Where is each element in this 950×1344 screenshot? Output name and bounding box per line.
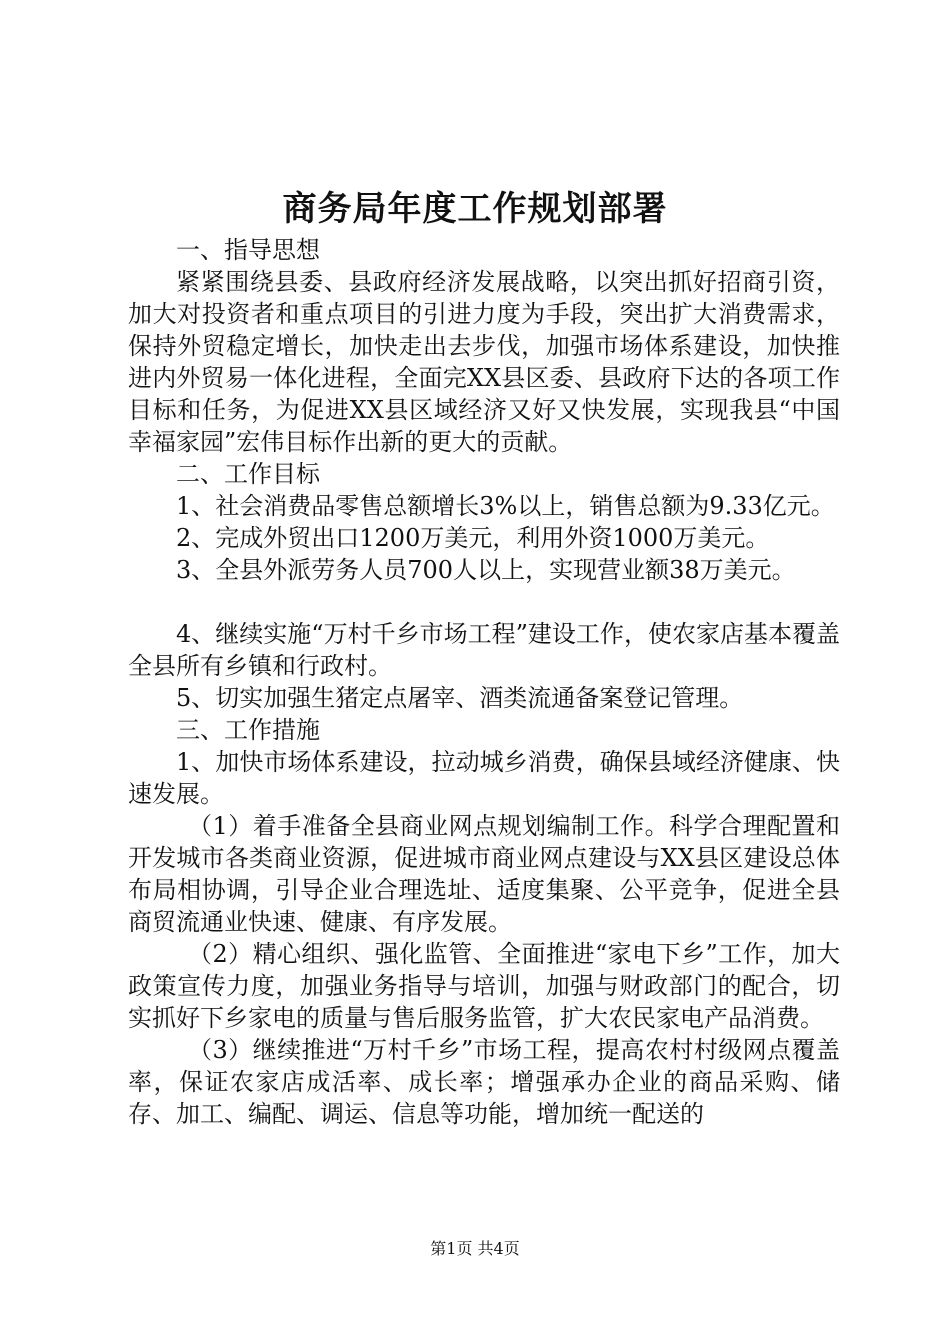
heading-work-goals: 二、工作目标 bbox=[176, 460, 320, 488]
goal-item-3: 3、全县外派劳务人员700人以上，实现营业额38万美元。 bbox=[176, 556, 796, 584]
paragraph-guiding-ideology: 紧紧围绕县委、县政府经济发展战略，以突出抓好招商引资，加大对投资者和重点项目的引进力度为手段，突出扩大消费需求，保持外贸稳定增长，加快走出去步伐，加强市场体系建设，加快推进内外贸易一体化进程，全面完XX县区委、县政府下达的各项工作目标和任务，为促进XX县区域经济又好又快发展，实现我县“中国幸福家园”宏伟目标作出新的更大的贡献。 bbox=[128, 268, 840, 456]
goal-item-5: 5、切实加强生猪定点屠宰、酒类流通备案登记管理。 bbox=[176, 684, 744, 712]
measure-subitem-1: （1）着手准备全县商业网点规划编制工作。科学合理配置和开发城市各类商业资源，促进城市商业网点建设与XX县区建设总体布局相协调，引导企业合理选址、适度集聚、公平竞争，促进全县商贸流通业快速、健康、有序发展。 bbox=[128, 812, 840, 936]
document-body bbox=[128, 234, 840, 1130]
heading-guiding-ideology: 一、指导思想 bbox=[176, 236, 320, 264]
measure-subitem-3: （3）继续推进“万村千乡”市场工程，提高农村村级网点覆盖率，保证农家店成活率、成长率；增强承办企业的商品采购、储存、加工、编配、调运、信息等功能，增加统一配送的 bbox=[128, 1036, 840, 1128]
page-footer: 第1页 共4页 bbox=[430, 1239, 520, 1258]
goal-item-4: 4、继续实施“万村千乡市场工程”建设工作，使农家店基本覆盖全县所有乡镇和行政村。 bbox=[128, 620, 840, 680]
measure-item-1: 1、加快市场体系建设，拉动城乡消费，确保县域经济健康、快速发展。 bbox=[128, 748, 840, 808]
paragraph-gap bbox=[128, 586, 840, 618]
document-title: 商务局年度工作规划部署 bbox=[282, 189, 668, 229]
goal-item-1: 1、社会消费品零售总额增长3%以上，销售总额为9.33亿元。 bbox=[176, 492, 835, 520]
heading-work-measures: 三、工作措施 bbox=[176, 716, 320, 744]
measure-subitem-2: （2）精心组织、强化监管、全面推进“家电下乡”工作，加大政策宣传力度，加强业务指导与培训，加强与财政部门的配合，切实抓好下乡家电的质量与售后服务监管，扩大农民家电产品消费。 bbox=[128, 940, 840, 1032]
goal-item-2: 2、完成外贸出口1200万美元，利用外资1000万美元。 bbox=[176, 524, 770, 552]
